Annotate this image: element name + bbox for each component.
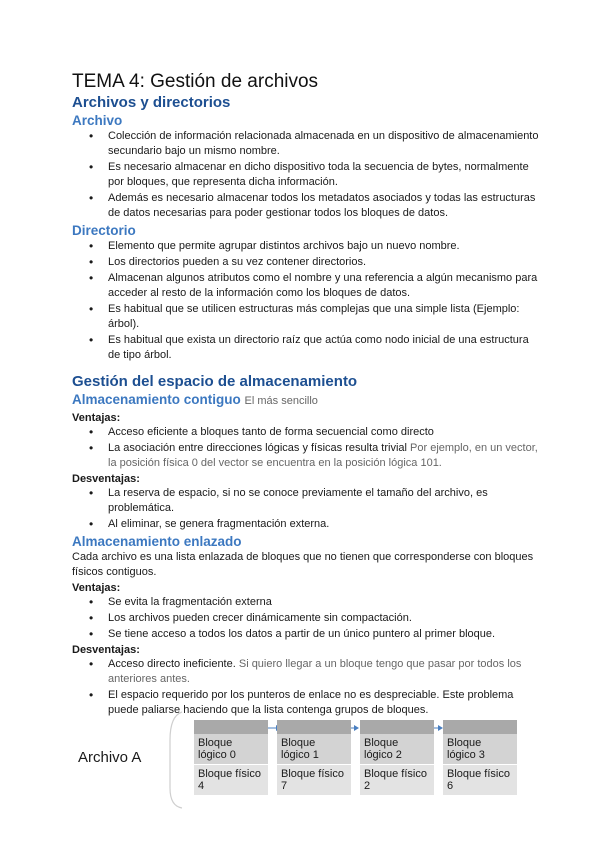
enlazado-intro: Cada archivo es una lista enlazada de bloques que no tienen que corresponderse con bloques físicos contiguos. bbox=[72, 551, 534, 578]
list-item: • Almacenan algunos atributos como el nombre y una referencia a algún mecanismo para acceder al resto de la información como los bloques de datos. bbox=[72, 271, 542, 301]
block-pointer-bar bbox=[277, 720, 351, 734]
archivo-label: Archivo A bbox=[78, 749, 142, 766]
ventajas-label: Ventajas: bbox=[72, 582, 121, 594]
page-title: TEMA 4: Gestión de archivos bbox=[72, 71, 319, 92]
list-item: • Elemento que permite agrupar distintos archivos bajo un nuevo nombre. bbox=[72, 239, 542, 254]
subheading-archivo: Archivo bbox=[72, 113, 123, 128]
desventajas-label: Desventajas: bbox=[72, 473, 140, 485]
block-logical: Bloque lógico 3 bbox=[443, 734, 517, 764]
block-physical: Bloque físico 6 bbox=[443, 765, 517, 795]
list-item-text: La asociación entre direcciones lógicas y físicas resulta trivial bbox=[108, 442, 407, 454]
diagram-brace bbox=[170, 712, 182, 808]
ventajas-label: Ventajas: bbox=[72, 412, 121, 424]
block-physical: Bloque físico 7 bbox=[277, 765, 351, 795]
block-node bbox=[360, 720, 434, 795]
block-node bbox=[194, 720, 268, 795]
list-item: • La reserva de espacio, si no se conoce previamente el tamaño del archivo, es problemática. bbox=[72, 486, 542, 516]
list-item bbox=[72, 425, 542, 440]
block-physical: Bloque físico 4 bbox=[194, 765, 268, 795]
block-node bbox=[277, 720, 351, 795]
section-heading-archivos: Archivos y directorios bbox=[72, 94, 231, 111]
list-item: • Es necesario almacenar en dicho dispositivo toda la secuencia de bytes, normalmente por bloques, que representa dicha información. bbox=[72, 160, 542, 190]
block-pointer-bar bbox=[443, 720, 517, 734]
block-logical: Bloque lógico 2 bbox=[360, 734, 434, 764]
subheading-note: El más sencillo bbox=[244, 395, 318, 407]
list-item bbox=[72, 657, 542, 687]
block-logical: Bloque lógico 0 bbox=[194, 734, 268, 764]
list-item bbox=[72, 688, 542, 718]
block-logical: Bloque lógico 1 bbox=[277, 734, 351, 764]
subheading-contiguo bbox=[72, 391, 542, 410]
list-item: • Es habitual que se utilicen estructuras más complejas que una simple lista (Ejemplo: árbol). bbox=[72, 302, 542, 332]
directorio-list bbox=[72, 239, 542, 363]
list-item-text: El espacio requerido por los punteros de enlace no es despreciable. Este problema puede paliarse haciendo que la lista contenga grupos de bloques. bbox=[108, 689, 514, 716]
list-item: • Colección de información relacionada almacenada en un dispositivo de almacenamiento secundario bajo un mismo nombre. bbox=[72, 129, 542, 159]
list-item: • Además es necesario almacenar todos los metadatos asociados y todas las estructuras de datos necesarias para poder gestionar todos los bloques de datos. bbox=[72, 191, 542, 221]
subheading-enlazado: Almacenamiento enlazado bbox=[72, 534, 242, 549]
block-physical: Bloque físico 2 bbox=[360, 765, 434, 795]
list-item: • Es habitual que exista un directorio raíz que actúa como nodo inicial de una estructura de tipo árbol. bbox=[72, 333, 542, 363]
link-arrow-head bbox=[354, 725, 359, 731]
subheading-contiguo-text: Almacenamiento contiguo bbox=[72, 392, 241, 407]
enlazado-desventajas-list bbox=[72, 657, 542, 718]
list-item: • Se evita la fragmentación externa bbox=[72, 595, 542, 610]
contiguo-desventajas-list bbox=[72, 486, 542, 532]
list-item-note: Si quiero llegar a un bloque tengo que pasar por todos los anteriores antes. bbox=[108, 658, 522, 685]
block-pointer-bar bbox=[194, 720, 268, 734]
list-item-text: Acceso eficiente a bloques tanto de forma secuencial como directo bbox=[108, 426, 434, 438]
block-pointer-bar bbox=[360, 720, 434, 734]
desventajas-label: Desventajas: bbox=[72, 644, 140, 656]
block-node bbox=[443, 720, 517, 795]
section-heading-almacenamiento: Gestión del espacio de almacenamiento bbox=[72, 373, 358, 390]
list-item: • Los archivos pueden crecer dinámicamente sin compactación. bbox=[72, 611, 542, 626]
list-item: • Los directorios pueden a su vez contener directorios. bbox=[72, 255, 542, 270]
document-page bbox=[72, 70, 542, 719]
list-item bbox=[72, 441, 542, 471]
subheading-directorio: Directorio bbox=[72, 223, 136, 238]
archivo-list bbox=[72, 129, 542, 221]
enlazado-ventajas-list bbox=[72, 595, 542, 642]
list-item: • Se tiene acceso a todos los datos a partir de un único puntero al primer bloque. bbox=[72, 627, 542, 642]
list-item-text: Acceso directo ineficiente. bbox=[108, 658, 236, 670]
list-item: • Al eliminar, se genera fragmentación externa. bbox=[72, 517, 542, 532]
contiguo-ventajas-list bbox=[72, 425, 542, 471]
list-item-note: Por ejemplo, en un vector, la posición física 0 del vector se encuentra en la posición lógica 101. bbox=[108, 442, 538, 469]
